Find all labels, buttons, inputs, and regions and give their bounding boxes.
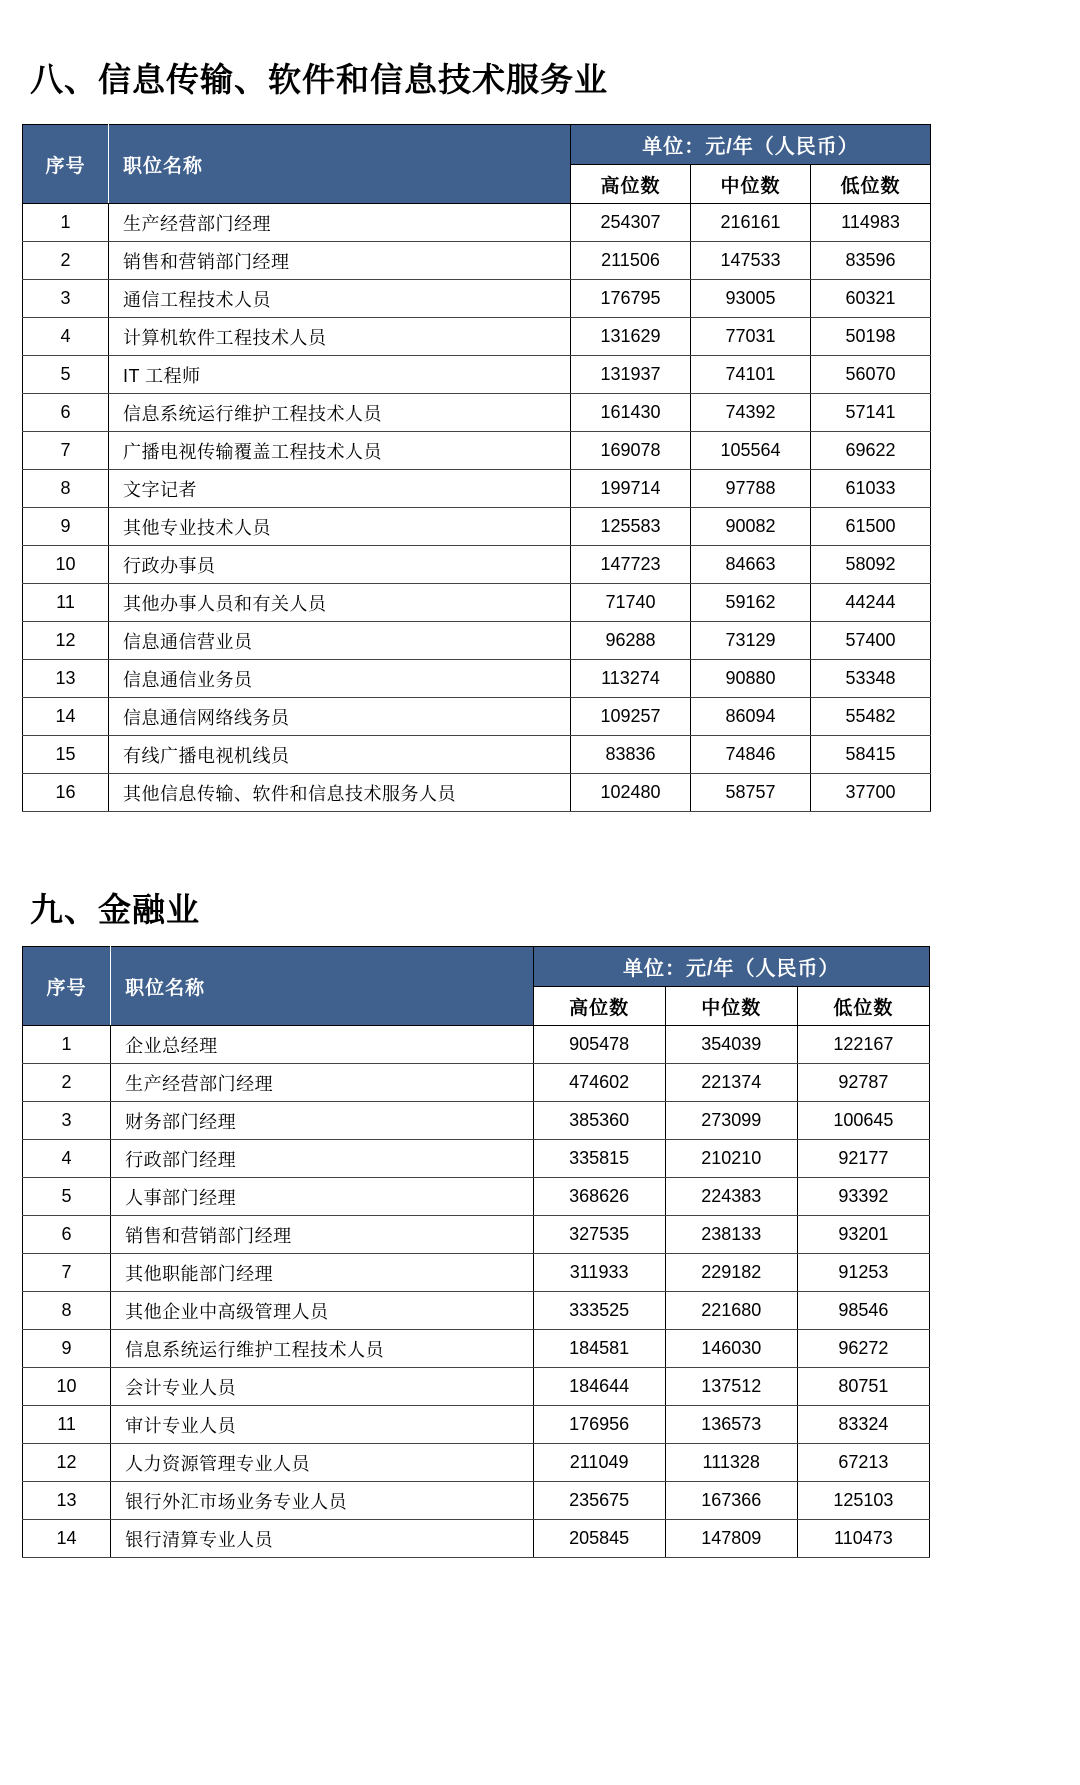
cell-index: 12 xyxy=(23,622,109,660)
table-row xyxy=(23,204,931,242)
salary-table-finance xyxy=(22,946,930,1558)
cell-job-name: 会计专业人员 xyxy=(111,1368,533,1406)
cell-median-value: 136573 xyxy=(665,1406,797,1444)
cell-job-name: 其他信息传输、软件和信息技术服务人员 xyxy=(109,774,571,812)
column-header-high: 高位数 xyxy=(533,987,665,1026)
cell-low-value: 58415 xyxy=(811,736,931,774)
cell-job-name: 销售和营销部门经理 xyxy=(109,242,571,280)
table-row xyxy=(23,1292,930,1330)
cell-job-name: 审计专业人员 xyxy=(111,1406,533,1444)
cell-high-value: 205845 xyxy=(533,1520,665,1558)
cell-high-value: 131937 xyxy=(571,356,691,394)
table-row xyxy=(23,394,931,432)
cell-low-value: 110473 xyxy=(797,1520,929,1558)
cell-job-name: 企业总经理 xyxy=(111,1026,533,1064)
cell-high-value: 385360 xyxy=(533,1102,665,1140)
cell-median-value: 93005 xyxy=(691,280,811,318)
cell-job-name: 有线广播电视机线员 xyxy=(109,736,571,774)
table-row xyxy=(23,1482,930,1520)
cell-high-value: 161430 xyxy=(571,394,691,432)
cell-high-value: 368626 xyxy=(533,1178,665,1216)
cell-median-value: 238133 xyxy=(665,1216,797,1254)
cell-index: 9 xyxy=(23,508,109,546)
column-header-unit: 单位：元/年（人民币） xyxy=(533,947,929,987)
column-header-low: 低位数 xyxy=(797,987,929,1026)
cell-index: 1 xyxy=(23,204,109,242)
table-row xyxy=(23,318,931,356)
cell-median-value: 90082 xyxy=(691,508,811,546)
cell-high-value: 333525 xyxy=(533,1292,665,1330)
cell-low-value: 83596 xyxy=(811,242,931,280)
cell-low-value: 37700 xyxy=(811,774,931,812)
table-row xyxy=(23,470,931,508)
cell-low-value: 80751 xyxy=(797,1368,929,1406)
cell-job-name: 人力资源管理专业人员 xyxy=(111,1444,533,1482)
cell-index: 2 xyxy=(23,242,109,280)
cell-high-value: 311933 xyxy=(533,1254,665,1292)
cell-low-value: 67213 xyxy=(797,1444,929,1482)
table-row xyxy=(23,1406,930,1444)
cell-job-name: IT 工程师 xyxy=(109,356,571,394)
cell-index: 1 xyxy=(23,1026,111,1064)
cell-median-value: 59162 xyxy=(691,584,811,622)
table-header xyxy=(23,125,931,204)
cell-index: 4 xyxy=(23,318,109,356)
cell-low-value: 56070 xyxy=(811,356,931,394)
column-header-index: 序号 xyxy=(23,947,111,1026)
column-header-high: 高位数 xyxy=(571,165,691,204)
cell-job-name: 银行外汇市场业务专业人员 xyxy=(111,1482,533,1520)
table-row xyxy=(23,1064,930,1102)
cell-high-value: 131629 xyxy=(571,318,691,356)
cell-low-value: 92177 xyxy=(797,1140,929,1178)
table-row xyxy=(23,508,931,546)
cell-index: 6 xyxy=(23,1216,111,1254)
cell-high-value: 184644 xyxy=(533,1368,665,1406)
cell-job-name: 银行清算专业人员 xyxy=(111,1520,533,1558)
cell-job-name: 行政部门经理 xyxy=(111,1140,533,1178)
cell-low-value: 44244 xyxy=(811,584,931,622)
table-row xyxy=(23,1330,930,1368)
table-row xyxy=(23,280,931,318)
cell-median-value: 224383 xyxy=(665,1178,797,1216)
cell-job-name: 销售和营销部门经理 xyxy=(111,1216,533,1254)
column-header-index: 序号 xyxy=(23,125,109,204)
cell-high-value: 184581 xyxy=(533,1330,665,1368)
cell-low-value: 83324 xyxy=(797,1406,929,1444)
cell-low-value: 100645 xyxy=(797,1102,929,1140)
table-row xyxy=(23,660,931,698)
cell-job-name: 信息系统运行维护工程技术人员 xyxy=(111,1330,533,1368)
cell-index: 8 xyxy=(23,470,109,508)
cell-high-value: 147723 xyxy=(571,546,691,584)
cell-job-name: 信息通信业务员 xyxy=(109,660,571,698)
cell-median-value: 146030 xyxy=(665,1330,797,1368)
table-row xyxy=(23,546,931,584)
table-row xyxy=(23,1102,930,1140)
cell-median-value: 58757 xyxy=(691,774,811,812)
cell-high-value: 83836 xyxy=(571,736,691,774)
cell-job-name: 信息系统运行维护工程技术人员 xyxy=(109,394,571,432)
cell-high-value: 327535 xyxy=(533,1216,665,1254)
cell-low-value: 114983 xyxy=(811,204,931,242)
cell-job-name: 生产经营部门经理 xyxy=(109,204,571,242)
cell-job-name: 广播电视传输覆盖工程技术人员 xyxy=(109,432,571,470)
cell-index: 7 xyxy=(23,1254,111,1292)
cell-job-name: 财务部门经理 xyxy=(111,1102,533,1140)
column-header-job-name: 职位名称 xyxy=(111,947,533,1026)
cell-high-value: 474602 xyxy=(533,1064,665,1102)
column-header-low: 低位数 xyxy=(811,165,931,204)
cell-low-value: 61033 xyxy=(811,470,931,508)
table-body xyxy=(23,204,931,812)
cell-low-value: 91253 xyxy=(797,1254,929,1292)
cell-job-name: 通信工程技术人员 xyxy=(109,280,571,318)
salary-table-information-transmission xyxy=(22,124,931,812)
cell-median-value: 74846 xyxy=(691,736,811,774)
cell-job-name: 其他专业技术人员 xyxy=(109,508,571,546)
table-row xyxy=(23,432,931,470)
cell-job-name: 行政办事员 xyxy=(109,546,571,584)
table-row xyxy=(23,1368,930,1406)
cell-high-value: 96288 xyxy=(571,622,691,660)
cell-low-value: 50198 xyxy=(811,318,931,356)
cell-median-value: 147533 xyxy=(691,242,811,280)
cell-high-value: 235675 xyxy=(533,1482,665,1520)
table-row xyxy=(23,1140,930,1178)
cell-median-value: 354039 xyxy=(665,1026,797,1064)
cell-median-value: 147809 xyxy=(665,1520,797,1558)
cell-median-value: 105564 xyxy=(691,432,811,470)
table-row xyxy=(23,774,931,812)
cell-high-value: 102480 xyxy=(571,774,691,812)
cell-job-name: 人事部门经理 xyxy=(111,1178,533,1216)
cell-median-value: 111328 xyxy=(665,1444,797,1482)
cell-low-value: 60321 xyxy=(811,280,931,318)
cell-index: 3 xyxy=(23,280,109,318)
cell-high-value: 113274 xyxy=(571,660,691,698)
table-row xyxy=(23,622,931,660)
table-body xyxy=(23,1026,930,1558)
cell-median-value: 210210 xyxy=(665,1140,797,1178)
cell-index: 13 xyxy=(23,1482,111,1520)
cell-job-name: 其他职能部门经理 xyxy=(111,1254,533,1292)
cell-job-name: 其他办事人员和有关人员 xyxy=(109,584,571,622)
cell-low-value: 57400 xyxy=(811,622,931,660)
cell-high-value: 109257 xyxy=(571,698,691,736)
table-row xyxy=(23,1026,930,1064)
cell-index: 14 xyxy=(23,1520,111,1558)
cell-index: 15 xyxy=(23,736,109,774)
cell-low-value: 53348 xyxy=(811,660,931,698)
cell-median-value: 273099 xyxy=(665,1102,797,1140)
cell-index: 3 xyxy=(23,1102,111,1140)
cell-high-value: 71740 xyxy=(571,584,691,622)
cell-high-value: 211506 xyxy=(571,242,691,280)
section-heading-information-transmission: 八、信息传输、软件和信息技术服务业 xyxy=(30,61,608,99)
cell-index: 9 xyxy=(23,1330,111,1368)
cell-index: 2 xyxy=(23,1064,111,1102)
cell-index: 10 xyxy=(23,1368,111,1406)
table-row xyxy=(23,736,931,774)
cell-low-value: 55482 xyxy=(811,698,931,736)
table-row xyxy=(23,584,931,622)
cell-high-value: 254307 xyxy=(571,204,691,242)
cell-median-value: 221680 xyxy=(665,1292,797,1330)
cell-low-value: 69622 xyxy=(811,432,931,470)
cell-median-value: 74392 xyxy=(691,394,811,432)
cell-median-value: 74101 xyxy=(691,356,811,394)
cell-median-value: 73129 xyxy=(691,622,811,660)
cell-low-value: 93201 xyxy=(797,1216,929,1254)
cell-job-name: 生产经营部门经理 xyxy=(111,1064,533,1102)
cell-median-value: 90880 xyxy=(691,660,811,698)
cell-index: 16 xyxy=(23,774,109,812)
cell-high-value: 199714 xyxy=(571,470,691,508)
cell-job-name: 其他企业中高级管理人员 xyxy=(111,1292,533,1330)
table-header-row-top xyxy=(23,125,931,165)
table-row xyxy=(23,356,931,394)
table-header xyxy=(23,947,930,1026)
table-row xyxy=(23,1444,930,1482)
cell-index: 14 xyxy=(23,698,109,736)
cell-low-value: 98546 xyxy=(797,1292,929,1330)
cell-index: 12 xyxy=(23,1444,111,1482)
cell-index: 11 xyxy=(23,584,109,622)
cell-index: 13 xyxy=(23,660,109,698)
table-row xyxy=(23,1254,930,1292)
cell-index: 5 xyxy=(23,356,109,394)
table-header-row-top xyxy=(23,947,930,987)
column-header-unit: 单位：元/年（人民币） xyxy=(571,125,931,165)
cell-index: 5 xyxy=(23,1178,111,1216)
cell-median-value: 221374 xyxy=(665,1064,797,1102)
cell-high-value: 905478 xyxy=(533,1026,665,1064)
section-heading-finance: 九、金融业 xyxy=(30,891,200,929)
cell-high-value: 125583 xyxy=(571,508,691,546)
cell-index: 6 xyxy=(23,394,109,432)
cell-high-value: 176956 xyxy=(533,1406,665,1444)
cell-index: 4 xyxy=(23,1140,111,1178)
column-header-job-name: 职位名称 xyxy=(109,125,571,204)
cell-job-name: 文字记者 xyxy=(109,470,571,508)
table-row xyxy=(23,1178,930,1216)
cell-index: 10 xyxy=(23,546,109,584)
cell-job-name: 计算机软件工程技术人员 xyxy=(109,318,571,356)
cell-index: 11 xyxy=(23,1406,111,1444)
cell-median-value: 84663 xyxy=(691,546,811,584)
cell-median-value: 167366 xyxy=(665,1482,797,1520)
table-row xyxy=(23,698,931,736)
cell-low-value: 61500 xyxy=(811,508,931,546)
cell-median-value: 77031 xyxy=(691,318,811,356)
cell-job-name: 信息通信营业员 xyxy=(109,622,571,660)
cell-low-value: 92787 xyxy=(797,1064,929,1102)
cell-median-value: 97788 xyxy=(691,470,811,508)
cell-index: 8 xyxy=(23,1292,111,1330)
cell-low-value: 93392 xyxy=(797,1178,929,1216)
cell-median-value: 86094 xyxy=(691,698,811,736)
table-row xyxy=(23,1520,930,1558)
table-row xyxy=(23,1216,930,1254)
cell-median-value: 216161 xyxy=(691,204,811,242)
cell-index: 7 xyxy=(23,432,109,470)
cell-high-value: 211049 xyxy=(533,1444,665,1482)
column-header-median: 中位数 xyxy=(665,987,797,1026)
column-header-median: 中位数 xyxy=(691,165,811,204)
table-row xyxy=(23,242,931,280)
cell-high-value: 169078 xyxy=(571,432,691,470)
cell-high-value: 176795 xyxy=(571,280,691,318)
cell-low-value: 96272 xyxy=(797,1330,929,1368)
cell-low-value: 57141 xyxy=(811,394,931,432)
cell-median-value: 229182 xyxy=(665,1254,797,1292)
cell-job-name: 信息通信网络线务员 xyxy=(109,698,571,736)
cell-low-value: 58092 xyxy=(811,546,931,584)
cell-high-value: 335815 xyxy=(533,1140,665,1178)
cell-low-value: 125103 xyxy=(797,1482,929,1520)
cell-median-value: 137512 xyxy=(665,1368,797,1406)
cell-low-value: 122167 xyxy=(797,1026,929,1064)
